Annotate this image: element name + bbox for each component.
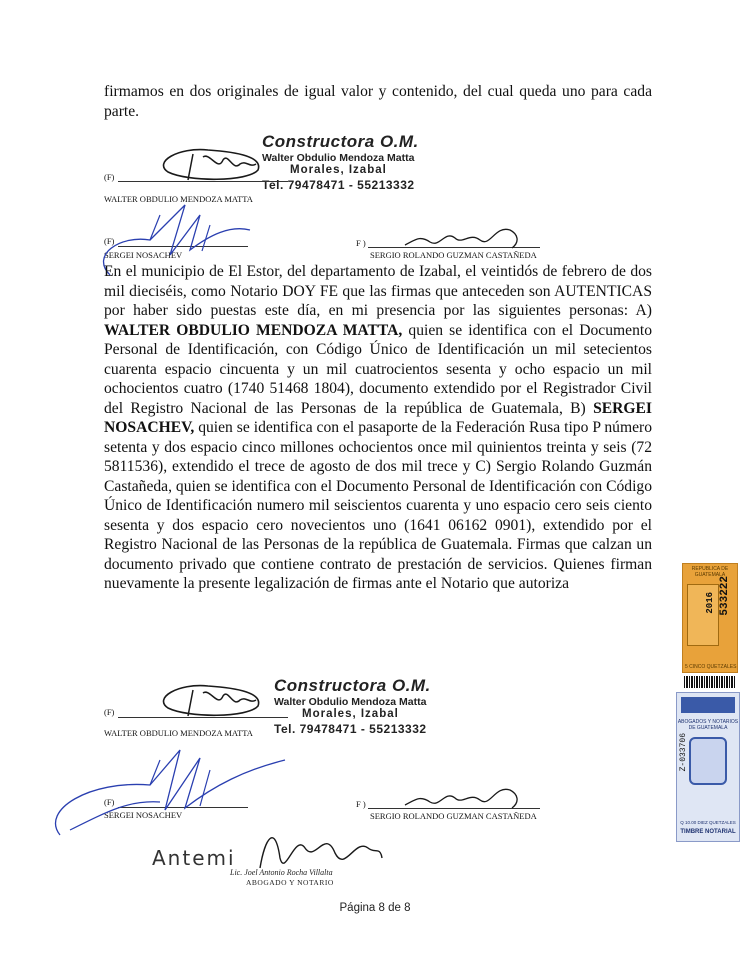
f-label-walter-2: (F) <box>104 707 115 717</box>
fiscal-stamp-value: 5 CINCO QUETZALES <box>685 664 737 670</box>
company-phone-2: Tel. 79478471 - 55213332 <box>274 722 427 736</box>
f-label-walter-1: (F) <box>104 172 115 182</box>
name-sergei-1: SERGEI NOSACHEV <box>104 250 183 260</box>
notarial-stamp-header: ABOGADOS Y NOTARIOS DE GUATEMALA <box>677 719 739 731</box>
sergio-signature-2 <box>400 780 530 820</box>
notarial-stamp-band <box>681 697 735 713</box>
notarial-stamp-serial: Z-033706 <box>679 733 688 772</box>
fiscal-stamp <box>682 563 738 673</box>
name-walter-2: WALTER OBDULIO MENDOZA MATTA <box>104 728 253 738</box>
company-name: Constructora O.M. <box>262 132 419 151</box>
notarial-stamp <box>676 692 740 842</box>
notary-handwritten: Antemi <box>152 846 236 870</box>
legalization-paragraph <box>104 262 652 594</box>
notary-title: ABOGADO Y NOTARIO <box>246 878 334 887</box>
name-walter-1: WALTER OBDULIO MENDOZA MATTA <box>104 194 253 204</box>
notary-name: Lic. Joel Antonio Rocha Villalta <box>230 868 333 877</box>
f-label-sergei-2: (F) <box>104 797 115 807</box>
company-location-2: Morales, Izabal <box>302 708 399 720</box>
name-sergio-2: SERGIO ROLANDO GUZMAN CASTAÑEDA <box>370 811 537 821</box>
legalization-text-3: quien se identifica con el pasaporte de la Federación Rusa tipo P número setenta y dos espacio cinco millones ochocientos once mil quinientos treinta y seis (72 5811536), extendido el trece de agosto de dos mil trece y C) Sergio Rolando Guzmán Castañeda, quien se identifica con el Documento Personal de Identificación con Código Único de Identificación numero mil seiscientos cuarenta y uno espacio cero seis ciento sesenta y dos espacio cero novecientos uno (1641 06162 0901), extendido por el Registro Nacional de las Personas de la república de Guatemala. Firmas que calzan un documento privado que contiene contrato de prestación de servicios. Quienes firman nuevamente la presente legalización de firmas ante el Notario que autoriza <box>104 419 652 592</box>
barcode-strip <box>684 676 736 688</box>
fiscal-stamp-number: 533222 <box>719 576 731 616</box>
legalization-name-b: SERGEI NOSACHEV, <box>104 399 652 436</box>
notarial-stamp-label: TIMBRE NOTARIAL <box>680 829 736 835</box>
page-number: Página 8 de 8 <box>339 902 411 914</box>
fiscal-stamp-year: 2016 <box>705 592 715 614</box>
walter-signature-2 <box>148 678 288 728</box>
legalization-text-1: En el municipio de El Estor, del departamento de Izabal, el veintidós de febrero de dos mil dieciséis, como Notario DOY FE que las firmas que anteceden son AUTENTICAS por haber sido puestas este día, en mi presencia por las siguientes personas: A) <box>104 263 652 319</box>
legalization-name-a: WALTER OBDULIO MENDOZA MATTA, <box>104 321 403 339</box>
f-label-sergio-1: F ) <box>356 238 366 248</box>
company-stamp-bottom <box>274 676 431 736</box>
name-sergei-2: SERGEI NOSACHEV <box>104 810 183 820</box>
walter-signature-1 <box>148 142 288 192</box>
f-label-sergio-2: F ) <box>356 799 366 809</box>
fiscal-stamp-header: REPUBLICA DE GUATEMALA <box>691 566 729 578</box>
intro-paragraph: firmamos en dos originales de igual valor y contenido, del cual queda uno para cada parte. <box>104 83 652 120</box>
company-name-2: Constructora O.M. <box>274 676 431 695</box>
name-sergio-1: SERGIO ROLANDO GUZMAN CASTAÑEDA <box>370 250 537 260</box>
notarial-stamp-value: Q 10.00 DIEZ QUETZALES <box>680 820 736 825</box>
company-phone: Tel. 79478471 - 55213332 <box>262 178 415 192</box>
notarial-stamp-emblem <box>689 737 727 785</box>
company-owner: Walter Obdulio Mendoza Matta <box>262 152 415 164</box>
sergio-signature-1 <box>400 220 530 260</box>
company-location: Morales, Izabal <box>290 164 387 176</box>
legalization-text-2: quien se identifica con el Documento Personal de Identificación, con Código Único de Identificación un mil setecientos cuarenta espacio cincuenta y un mil cuatrocientos sesenta y ocho espacio un mil ochocientos cuatro (1740 51468 1804), documento extendido por el Registrador Civil del Registro Nacional de las Personas de la república de Guatemala, B) <box>104 321 652 417</box>
company-owner-2: Walter Obdulio Mendoza Matta <box>274 696 427 708</box>
f-label-sergei-1: (F) <box>104 236 115 246</box>
